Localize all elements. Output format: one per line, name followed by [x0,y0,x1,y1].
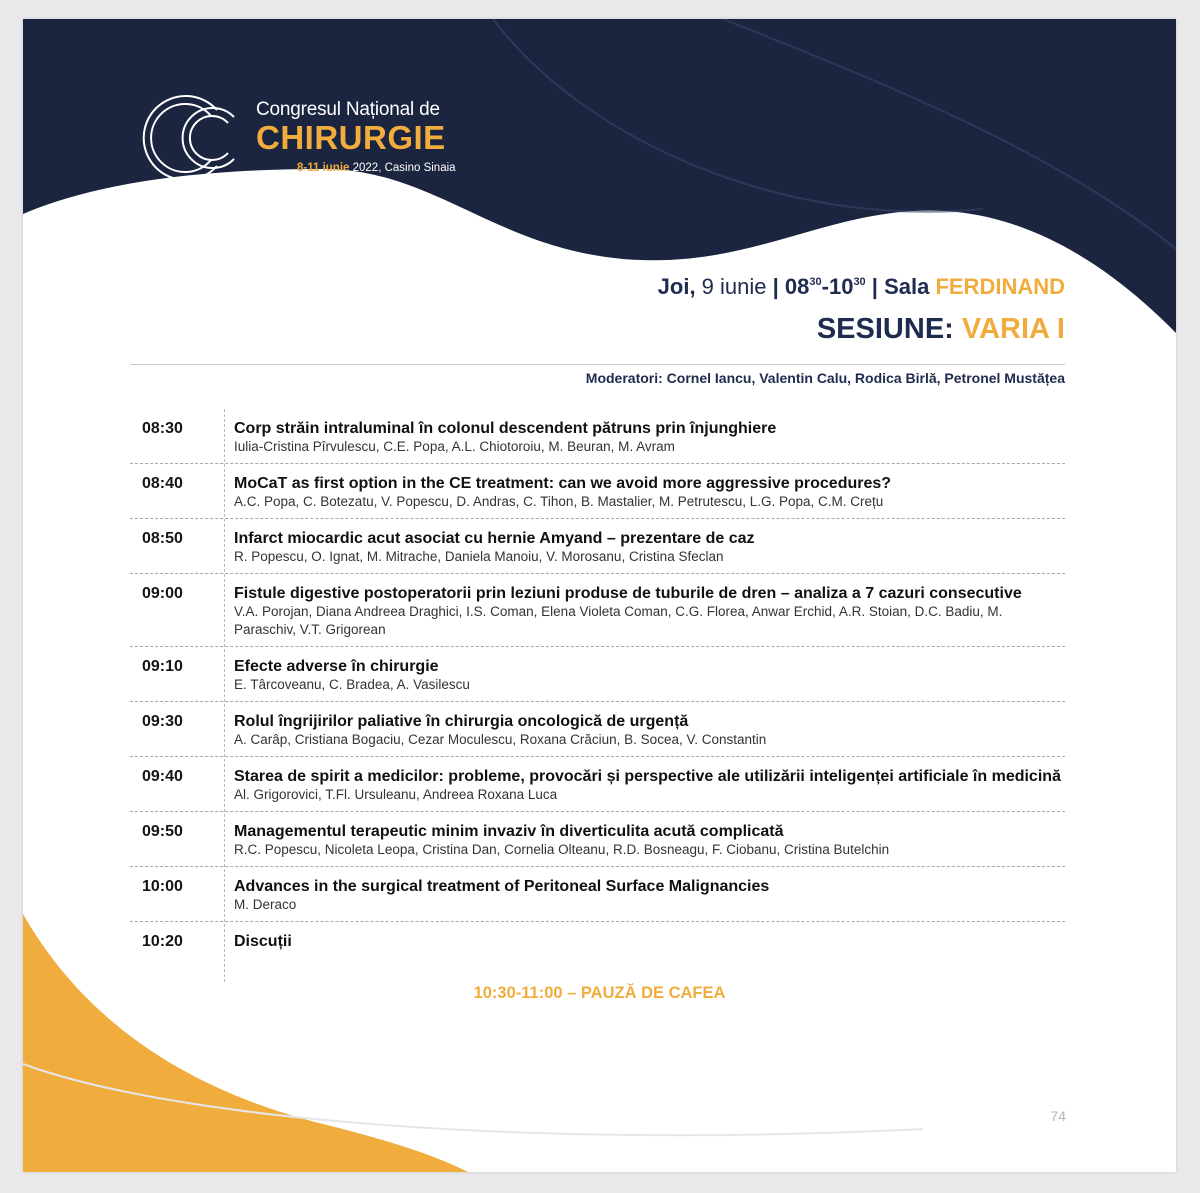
program-content [234,584,1065,639]
program-time: 08:40 [142,475,183,492]
time-start-minutes: 30 [809,276,822,288]
program-title: Fistule digestive postoperatorii prin leziuni produse de tuburile de dren – analiza a 7 cazuri consecutive [234,585,1022,602]
session-title-name: VARIA I [961,313,1065,345]
separator: | [766,274,785,299]
program-authors: E. Târcoveanu, C. Bradea, A. Vasilescu [234,677,470,692]
program-authors: A.C. Popa, C. Botezatu, V. Popescu, D. Andras, C. Tihon, B. Mastalier, M. Petrutescu, L.G. Popa, C.M. Crețu [234,494,884,509]
program-time: 10:20 [142,933,183,950]
session-date [658,274,1065,300]
program-time: 08:50 [142,530,183,547]
coffee-break: 10:30-11:00 – PAUZĂ DE CAFEA [473,984,726,1002]
program-title: MoCaT as first option in the CE treatment: can we avoid more aggressive procedures? [234,475,892,492]
program-time: 10:00 [142,878,183,895]
program-row [130,757,1065,812]
program-row [130,519,1065,574]
program-time: 09:10 [142,658,183,675]
program-authors: R. Popescu, O. Ignat, M. Mitrache, Daniela Manoiu, V. Morosanu, Cristina Sfeclan [234,549,724,564]
program-content [234,822,1065,859]
program-content [234,657,1065,694]
room-name: FERDINAND [935,274,1065,299]
time-end-hour: -10 [821,274,854,299]
program-title: Discuții [234,933,292,950]
time-start-hour: 08 [784,274,810,299]
program-content [234,932,1065,951]
divider [130,364,1065,365]
program-authors: R.C. Popescu, Nicoleta Leopa, Cristina Dan, Cornelia Olteanu, R.D. Bosneagu, F. Ciobanu, Cristina Butelchin [234,842,890,857]
program-authors: M. Deraco [234,897,297,912]
program-row [130,464,1065,519]
program-row [130,867,1065,922]
program-title: Infarct miocardic acut asociat cu hernie Amyand – prezentare de caz [234,530,755,547]
session-date-value: 9 iunie [695,274,767,299]
program-time: 09:00 [142,585,183,602]
program-authors: Al. Grigorovici, T.Fl. Ursuleanu, Andreea Roxana Luca [234,787,558,802]
time-end-minutes: 30 [853,276,866,288]
program-title: Rolul îngrijirilor paliative în chirurgia oncologică de urgență [234,713,689,730]
congress-logo-icon [131,83,241,193]
program-row [130,647,1065,702]
page-number: 74 [1050,1108,1066,1124]
logo-date [297,162,456,174]
program-authors: V.A. Porojan, Diana Andreea Draghici, I.S. Coman, Elena Violeta Coman, C.G. Florea, Anwar Erchid, A.R. Stoian, D.C. Badiu, M. Paraschiv, V.T. Grigorean [234,604,1003,637]
program-title: Starea de spirit a medicilor: probleme, provocări și perspective ale utilizării inteligenței artificiale în medicină [234,768,1061,785]
program-row [130,812,1065,867]
session-title-prefix: SESIUNE: [816,313,962,345]
program-authors: A. Carâp, Cristiana Bogaciu, Cezar Moculescu, Roxana Crăciun, B. Socea, V. Constantin [234,732,767,747]
moderators: Moderatori: Cornel Iancu, Valentin Calu, Rodica Birlă, Petronel Mustățea [585,370,1065,386]
program-content [234,529,1065,566]
program-title: Managementul terapeutic minim invaziv în diverticulita acută complicată [234,823,784,840]
program-row [130,574,1065,647]
program-authors: Iulia-Cristina Pîrvulescu, C.E. Popa, A.L. Chiotoroiu, M. Beuran, M. Avram [234,439,675,454]
program-time: 09:50 [142,823,183,840]
program-title: Efecte adverse în chirurgie [234,658,439,675]
program-row [130,409,1065,464]
program-page [23,19,1176,1172]
program-title: Corp străin intraluminal în colonul descendent pătruns prin înjunghiere [234,420,777,437]
program-content [234,419,1065,456]
program-content [234,767,1065,804]
logo-line2: CHIRURGIE [256,119,446,156]
session-day: Joi, [657,274,696,299]
room-label: | Sala [865,274,936,299]
program-list [130,409,1065,958]
program-row [130,922,1065,958]
program-time: 09:40 [142,768,183,785]
program-time: 08:30 [142,420,183,437]
logo-date-rest: 2022, Casino Sinaia [349,162,456,174]
program-content [234,474,1065,511]
program-content [234,877,1065,914]
session-title [817,313,1065,346]
program-row [130,702,1065,757]
program-time: 09:30 [142,713,183,730]
logo-date-bold: 8-11 iunie [297,162,350,174]
program-content [234,712,1065,749]
program-title: Advances in the surgical treatment of Peritoneal Surface Malignancies [234,878,770,895]
logo-line1: Congresul Național de [256,99,440,120]
